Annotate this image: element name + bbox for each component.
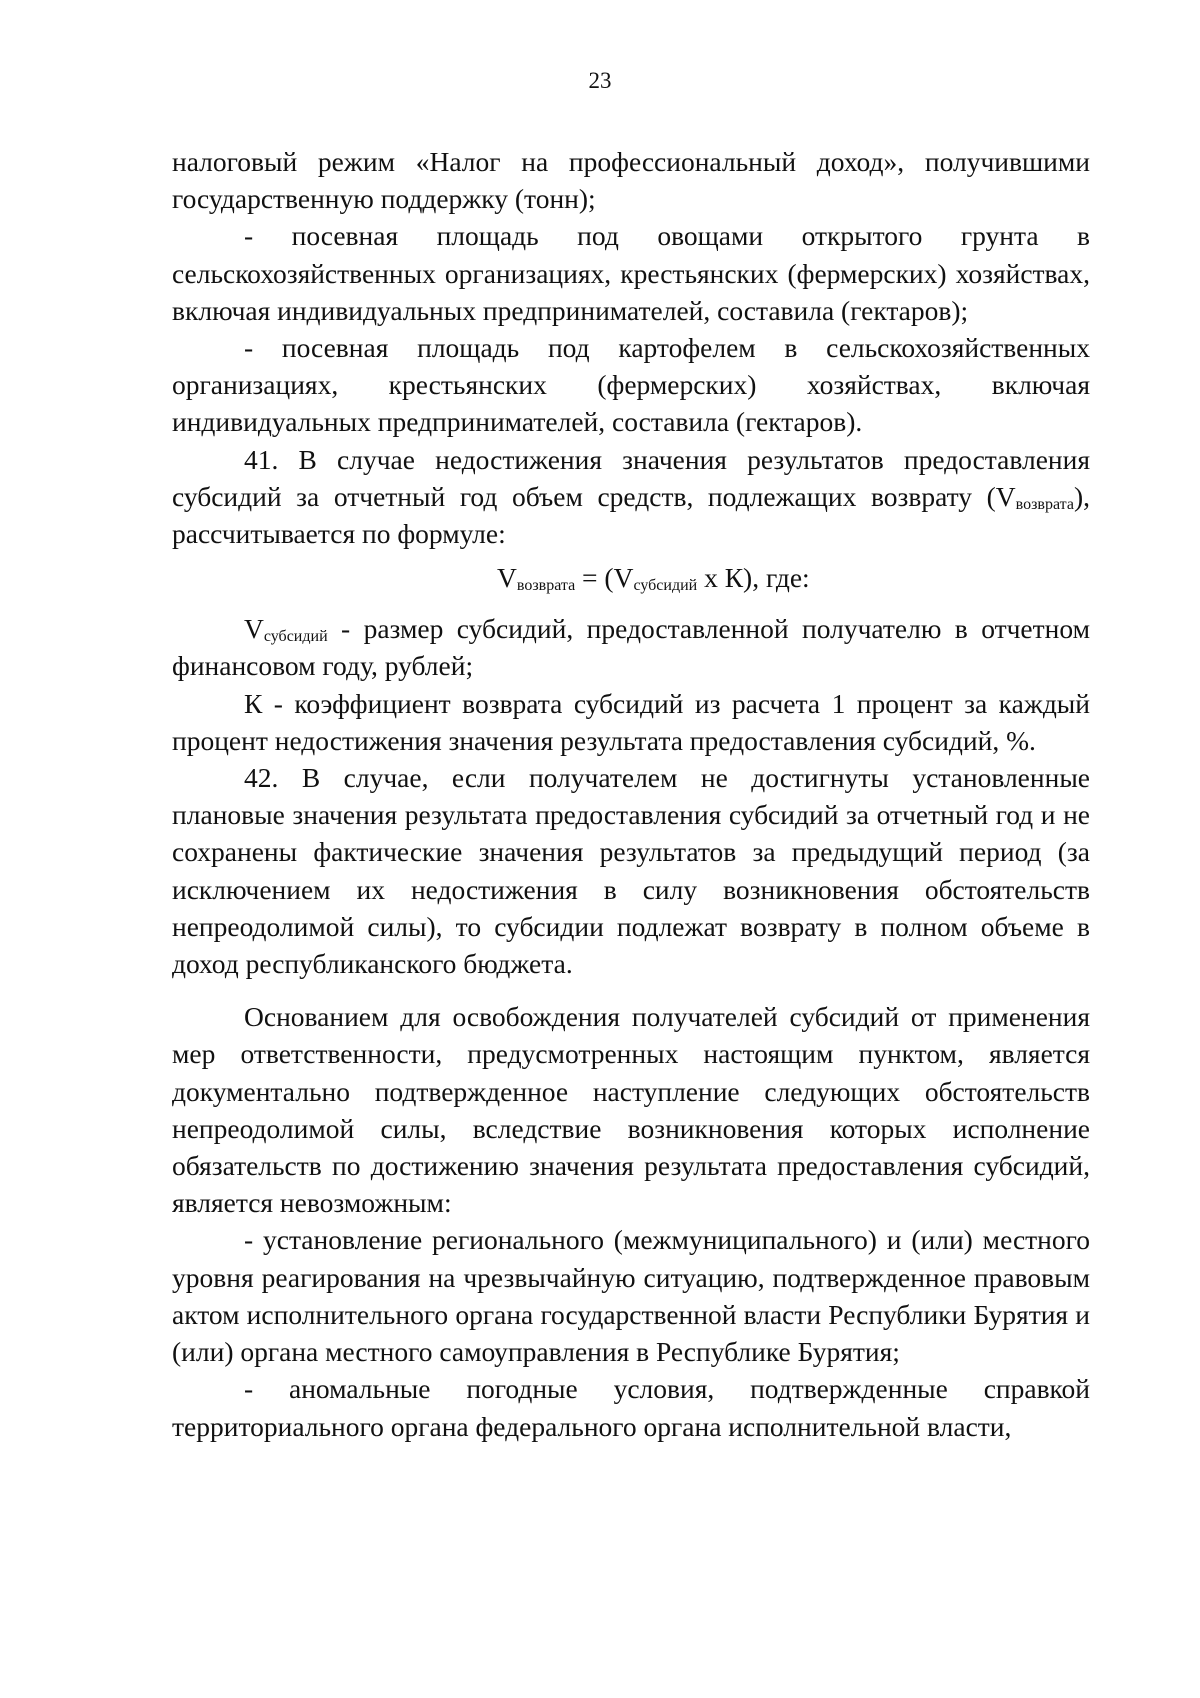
definition-k: К - коэффициент возврата субсидий из расчета 1 процент за каждый процент недостижения значения результата предоставления субсидий, %. xyxy=(172,687,1090,756)
page-number: 23 xyxy=(588,68,612,93)
document-body xyxy=(172,143,1090,1445)
formula-eq-open: = (V xyxy=(575,562,634,594)
list-item-potato-area: - посевная площадь под картофелем в сельскохозяйственных организациях, крестьянских (фермерских) хозяйствах, включая индивидуальных предпринимателей, составила (гектаров). xyxy=(172,332,1090,438)
formula-rhs-sub: субсидий xyxy=(633,577,698,595)
list-item-weather: - аномальные погодные условия, подтвержденные справкой территориального органа федерального органа исполнительной власти, xyxy=(172,1373,1090,1442)
return-formula xyxy=(172,559,1090,596)
paragraph-continuation: налоговый режим «Налог на профессиональный доход», получившими государственную поддержку (тонн); xyxy=(172,146,1090,215)
formula-lhs-sub: возврата xyxy=(516,577,576,595)
definition-var: V xyxy=(244,613,264,645)
paragraph-41-text: 41. В случае недостижения значения результатов предоставления субсидий за отчетный год объем средств, подлежащих возврату (V xyxy=(172,443,1090,512)
definition-text: - размер субсидий, предоставленной получателю в отчетном финансовом году, рублей; xyxy=(172,613,1090,682)
paragraph-basis-exemption: Основанием для освобождения получателей субсидий от применения мер ответственности, предусмотренных настоящим пунктом, является документально подтвержденное наступление следующих обстоятельств непреодолимой силы, вследствие возникновения которых исполнение обязательств по достижению значения результата предоставления субсидий, является невозможным: xyxy=(172,1001,1090,1219)
formula-lhs-var: V xyxy=(497,562,517,594)
paragraph-42: 42. В случае, если получателем не достигнуты установленные плановые значения результата предоставления субсидий за отчетный год и не сохранены фактические значения результатов за предыдущий период (за исключением их недостижения в силу возникновения обстоятельств непреодолимой силы), то субсидии подлежат возврату в полном объеме в доход республиканского бюджета. xyxy=(172,762,1090,980)
list-item-emergency: - установление регионального (межмуниципального) и (или) местного уровня реагирования на чрезвычайную ситуацию, подтвержденное правовым актом исполнительного органа государственной власти Республики Бурятия и (или) органа местного самоуправления в Республике Бурятия; xyxy=(172,1224,1090,1368)
paragraph-41-tail: ), рассчитывается по формуле: xyxy=(172,480,1090,550)
definition-v-subsidies xyxy=(172,610,1090,684)
definition-sub: субсидий xyxy=(263,628,328,646)
subscript-vozvrata: возврата xyxy=(1015,495,1074,513)
list-item-vegetables-area: - посевная площадь под овощами открытого грунта в сельскохозяйственных организациях, крестьянских (фермерских) хозяйствах, включая индивидуальных предпринимателей, составила (гектаров); xyxy=(172,220,1090,326)
formula-tail: х К), где: xyxy=(697,562,810,594)
paragraph-41 xyxy=(172,441,1090,553)
